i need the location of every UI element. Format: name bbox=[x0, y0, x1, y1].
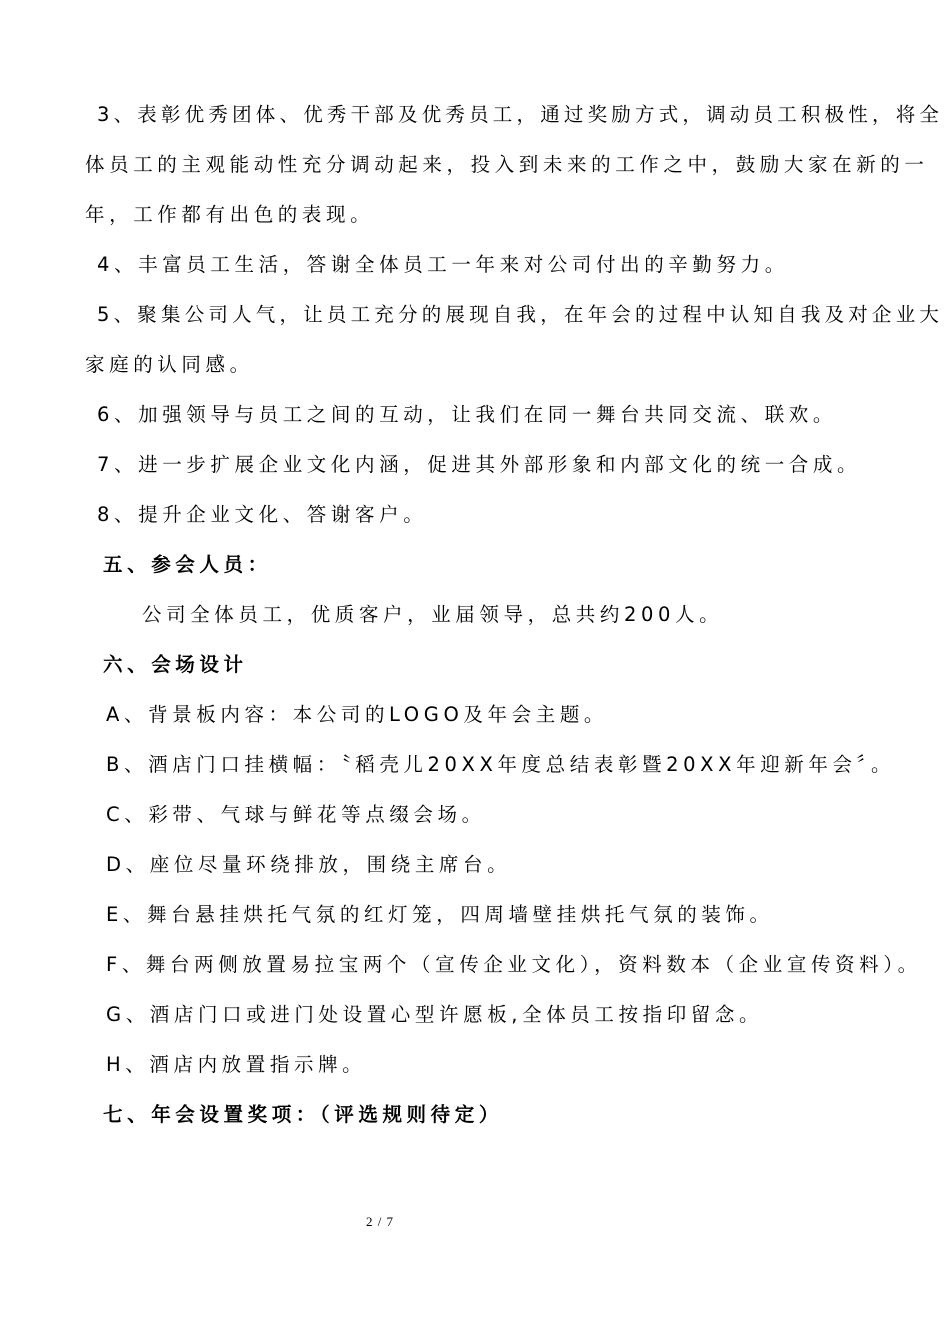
goal-7: 7、进一步扩展企业文化内涵，促进其外部形象和内部文化的统一合成。 bbox=[97, 453, 862, 476]
venue-item-c: C、彩带、气球与鲜花等点缀会场。 bbox=[106, 803, 486, 826]
goal-8: 8、提升企业文化、答谢客户。 bbox=[97, 503, 428, 526]
page-number: 2 / 7 bbox=[365, 1214, 395, 1229]
venue-item-h: H、酒店内放置指示牌。 bbox=[106, 1053, 367, 1076]
goal-3-line-3: 年，工作都有出色的表现。 bbox=[85, 203, 375, 226]
goal-6: 6、加强领导与员工之间的互动，让我们在同一舞台共同交流、联欢。 bbox=[97, 403, 838, 426]
section-7-heading: 七、年会设置奖项：（评选规则待定） bbox=[103, 1103, 503, 1126]
venue-item-b: B、酒店门口挂横幅：〝稻壳儿20XX年度总结表彰暨20XX年迎新年会〞。 bbox=[106, 753, 896, 776]
section-5-body: 公司全体员工，优质客户，业届领导，总共约200人。 bbox=[142, 603, 724, 626]
goal-5-line-2: 家庭的认同感。 bbox=[85, 353, 254, 376]
venue-item-f: F、舞台两侧放置易拉宝两个（宣传企业文化），资料数本（企业宣传资料）。 bbox=[106, 953, 922, 976]
venue-item-e: E、舞台悬挂烘托气氛的红灯笼，四周墙壁挂烘托气氛的装饰。 bbox=[106, 903, 774, 926]
section-6-heading: 六、会场设计 bbox=[103, 653, 248, 676]
goal-5-line-1: 5、聚集公司人气，让员工充分的展现自我，在年会的过程中认知自我及对企业大 bbox=[97, 303, 944, 326]
section-5-heading: 五、参会人员： bbox=[103, 553, 272, 576]
goal-3-line-1: 3、表彰优秀团体、优秀干部及优秀员工，通过奖励方式，调动员工积极性，将全 bbox=[97, 103, 944, 126]
venue-item-d: D、座位尽量环绕排放，围绕主席台。 bbox=[106, 853, 512, 876]
goal-4: 4、丰富员工生活，答谢全体员工一年来对公司付出的辛勤努力。 bbox=[97, 253, 789, 276]
venue-item-a: A、背景板内容：本公司的LOGO及年会主题。 bbox=[106, 703, 609, 726]
goal-3-line-2: 体员工的主观能动性充分调动起来，投入到未来的工作之中，鼓励大家在新的一 bbox=[85, 153, 929, 176]
venue-item-g: G、酒店门口或进门处设置心型许愿板,全体员工按指印留念。 bbox=[106, 1003, 764, 1026]
